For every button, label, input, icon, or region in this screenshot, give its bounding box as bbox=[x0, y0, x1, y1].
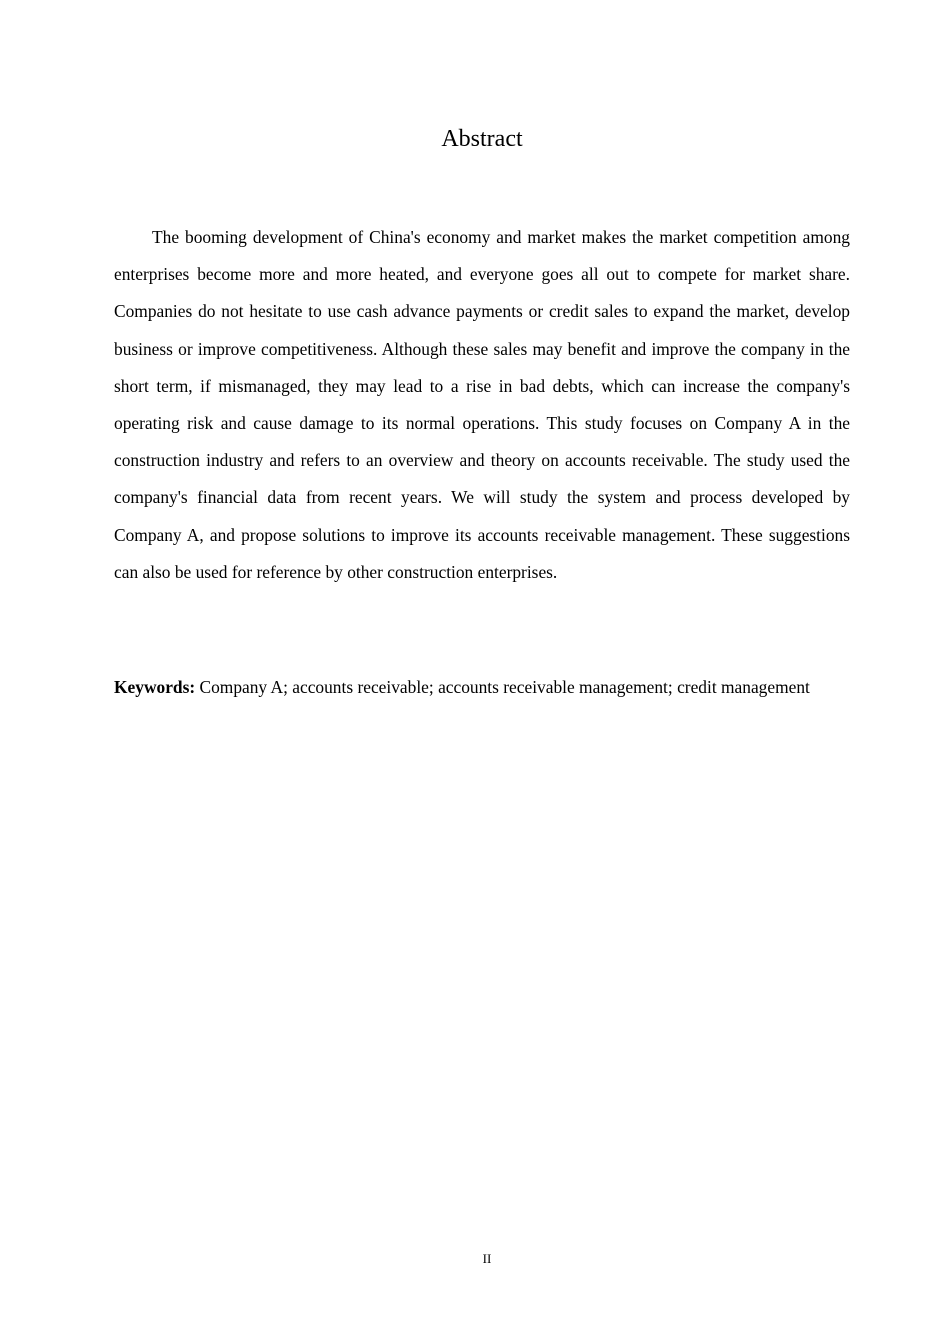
abstract-paragraph: The booming development of China's economy and market makes the market competition among enterprises become more and more heated, and everyone goes all out to compete for market share. Companies do not hesitate to use cash advance payments or credit sales to expand the market, develop business or improve competitiveness. Although these sales may benefit and improve the company in the short term, if mismanaged, they may lead to a rise in bad debts, which can increase the company's operating risk and cause damage to its normal operations. This study focuses on Company A in the construction industry and refers to an overview and theory on accounts receivable. The study used the company's financial data from recent years. We will study the system and process developed by Company A, and propose solutions to improve its accounts receivable management. These suggestions can also be used for reference by other construction enterprises. bbox=[114, 227, 850, 582]
keywords-line bbox=[114, 669, 850, 705]
keywords-label: Keywords: bbox=[114, 677, 196, 697]
page-title: Abstract bbox=[441, 126, 523, 152]
keywords-text: Company A; accounts receivable; accounts receivable management; credit management bbox=[195, 677, 810, 697]
page-number: II bbox=[482, 1251, 492, 1266]
